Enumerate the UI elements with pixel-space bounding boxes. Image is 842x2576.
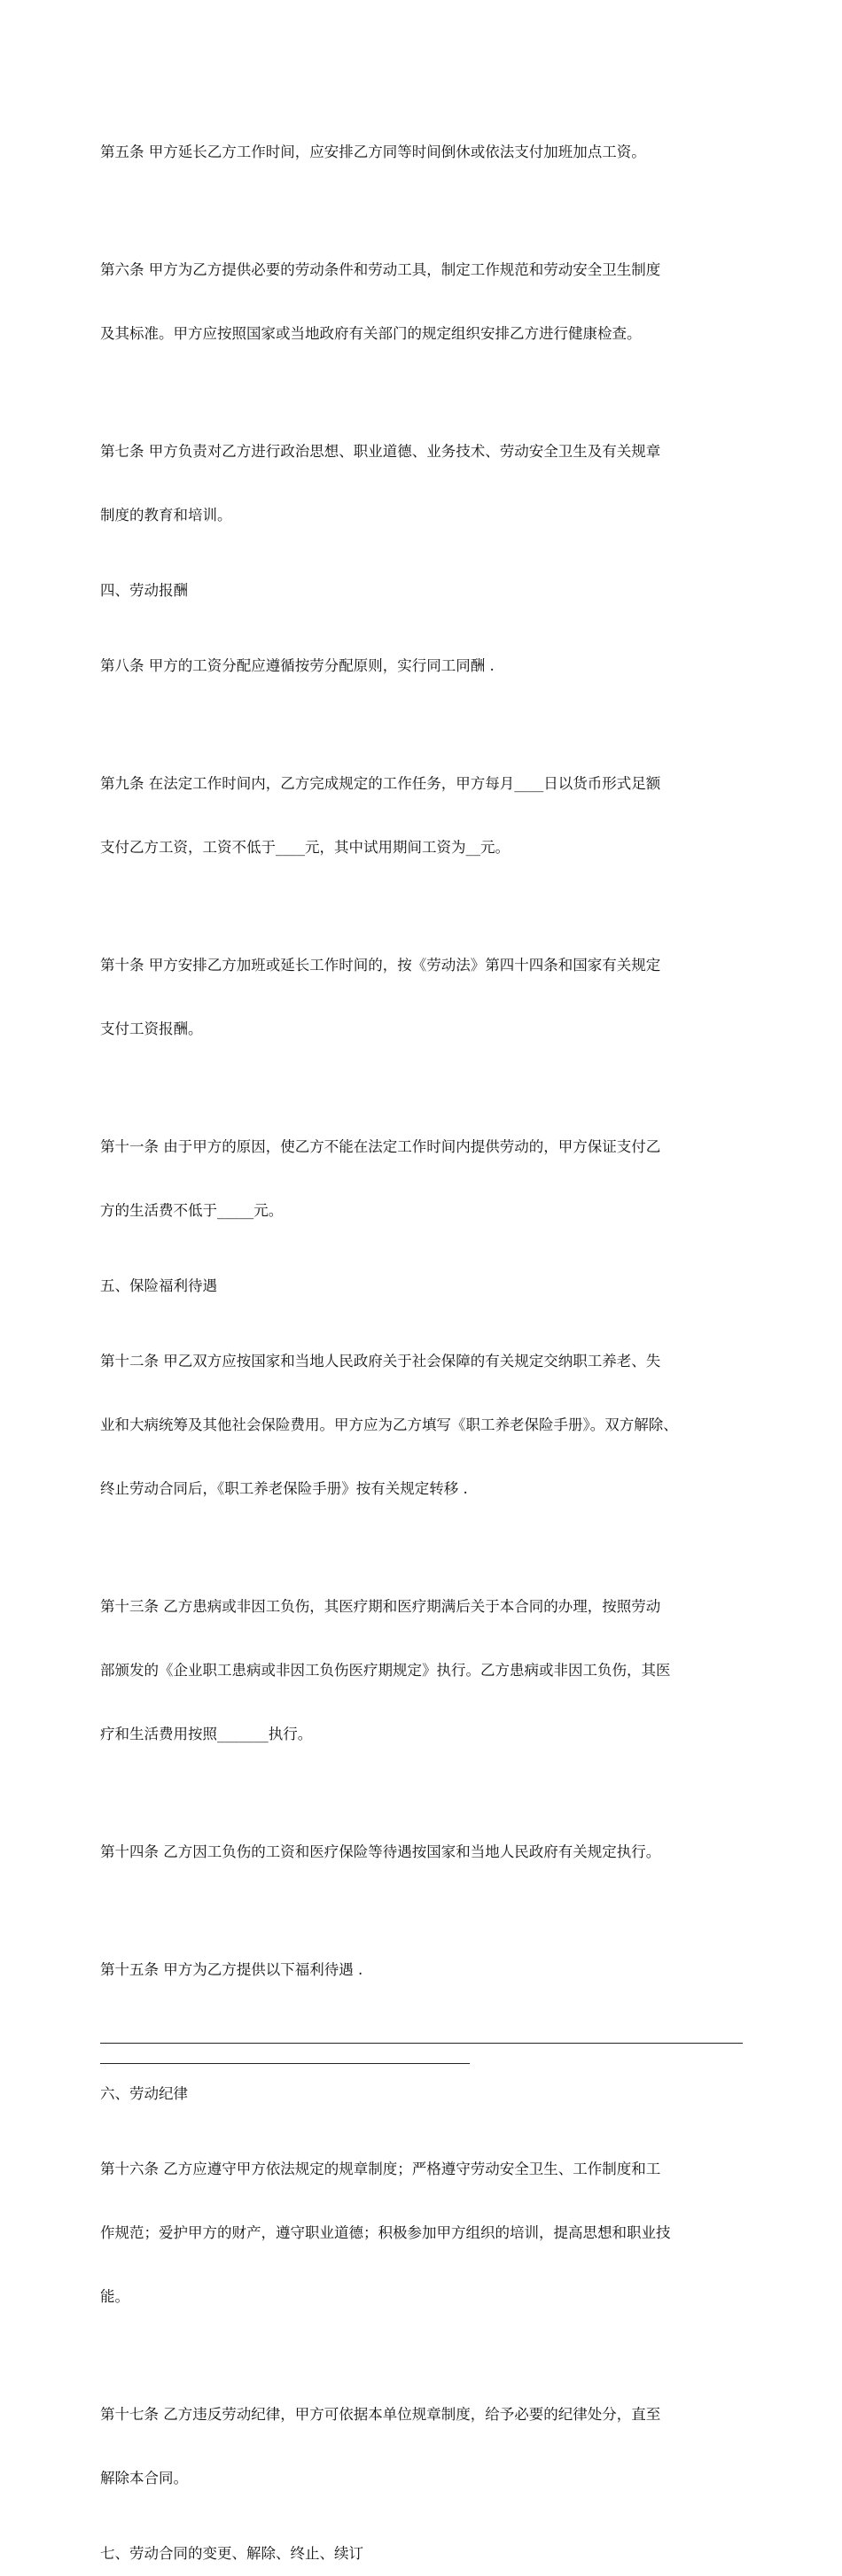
- article-16-line-1: 第十六条 乙方应遵守甲方依法规定的规章制度；严格遵守劳动安全卫生、工作制度和工: [100, 2161, 661, 2177]
- article-10-line-1: 第十条 甲方安排乙方加班或延长工作时间的，按《劳动法》第四十四条和国家有关规定: [100, 957, 661, 974]
- article-7: [100, 399, 756, 569]
- article-8-line-1: 第八条 甲方的工资分配应遵循按劳分配原则，实行同工同酬 .: [100, 657, 495, 674]
- article-17: [100, 2362, 756, 2532]
- article-5-line-1: 第五条 甲方延长乙方工作时间，应安排乙方同等时间倒休或依法支付加班加点工资。: [100, 144, 646, 160]
- article-9-line-2: 支付乙方工资，工资不低于____元，其中试用期间工资为__元。: [100, 839, 510, 856]
- article-17-line-2: 解除本合同。: [100, 2470, 188, 2487]
- article-6-line-1: 第六条 甲方为乙方提供必要的劳动条件和劳动工具，制定工作规范和劳动安全卫生制度: [100, 261, 661, 278]
- article-12-line-2: 业和大病统筹及其他社会保险费用。甲方应为乙方填写《职工养老保险手册》。双方解除、: [100, 1416, 678, 1433]
- article-12-line-3: 终止劳动合同后，《职工养老保险手册》按有关规定转移 .: [100, 1480, 468, 1497]
- article-16-line-2: 作规范；爱护甲方的财产，遵守职业道德；积极参加甲方组织的培训，提高思想和职业技: [100, 2224, 671, 2241]
- article-14-line-1: 第十四条 乙方因工负伤的工资和医疗保险等待遇按国家和当地人民政府有关规定执行。: [100, 1843, 661, 1860]
- article-17-line-1: 第十七条 乙方违反劳动纪律，甲方可依据本单位规章制度，给予必要的纪律处分，直至: [100, 2406, 661, 2423]
- article-9: [100, 731, 756, 901]
- article-5: [100, 99, 756, 206]
- document-page: [100, 99, 756, 2576]
- article-8: [100, 613, 756, 719]
- article-11-line-2: 方的生活费不低于_____元。: [100, 1202, 284, 1219]
- article-13-line-3: 疗和生活费用按照_______执行。: [100, 1726, 313, 1742]
- article-16-line-3: 能。: [100, 2288, 129, 2305]
- article-6: [100, 217, 756, 387]
- article-14: [100, 1799, 756, 1905]
- article-15: [100, 1917, 756, 2023]
- blank-rule-2: [100, 2063, 470, 2064]
- article-12-line-1: 第十二条 甲乙双方应按国家和当地人民政府关于社会保障的有关规定交纳职工养老、失: [100, 1353, 661, 1369]
- article-7-line-1: 第七条 甲方负责对乙方进行政治思想、职业道德、业务技术、劳动安全卫生及有关规章: [100, 443, 661, 460]
- article-13: [100, 1554, 756, 1788]
- section-4-heading: 四、劳动报酬: [100, 582, 188, 599]
- article-16: [100, 2116, 756, 2350]
- article-11-line-1: 第十一条 由于甲方的原因，使乙方不能在法定工作时间内提供劳动的，甲方保证支付乙: [100, 1138, 661, 1155]
- article-13-line-1: 第十三条 乙方患病或非因工负伤，其医疗期和医疗期满后关于本合同的办理，按照劳动: [100, 1598, 661, 1615]
- article-15-line-1: 第十五条 甲方为乙方提供以下福利待遇 .: [100, 1961, 363, 1978]
- article-11: [100, 1094, 756, 1264]
- article-10: [100, 912, 756, 1082]
- article-13-line-2: 部颁发的《企业职工患病或非因工负伤医疗期规定》执行。乙方患病或非因工负伤，其医: [100, 1662, 671, 1679]
- article-12: [100, 1308, 756, 1542]
- article-10-line-2: 支付工资报酬。: [100, 1020, 203, 1037]
- section-6-heading: 六、劳动纪律: [100, 2085, 188, 2102]
- article-9-line-1: 第九条 在法定工作时间内，乙方完成规定的工作任务，甲方每月____日以货币形式足额: [100, 775, 661, 792]
- section-5-heading: 五、保险福利待遇: [100, 1277, 217, 1294]
- article-6-line-2: 及其标准。甲方应按照国家或当地政府有关部门的规定组织安排乙方进行健康检查。: [100, 325, 642, 342]
- blank-rule-1: [100, 2043, 743, 2044]
- article-7-line-2: 制度的教育和培训。: [100, 507, 232, 524]
- section-7-heading: 七、劳动合同的变更、解除、终止、续订: [100, 2545, 363, 2562]
- welfare-blank-lines: [100, 2043, 756, 2064]
